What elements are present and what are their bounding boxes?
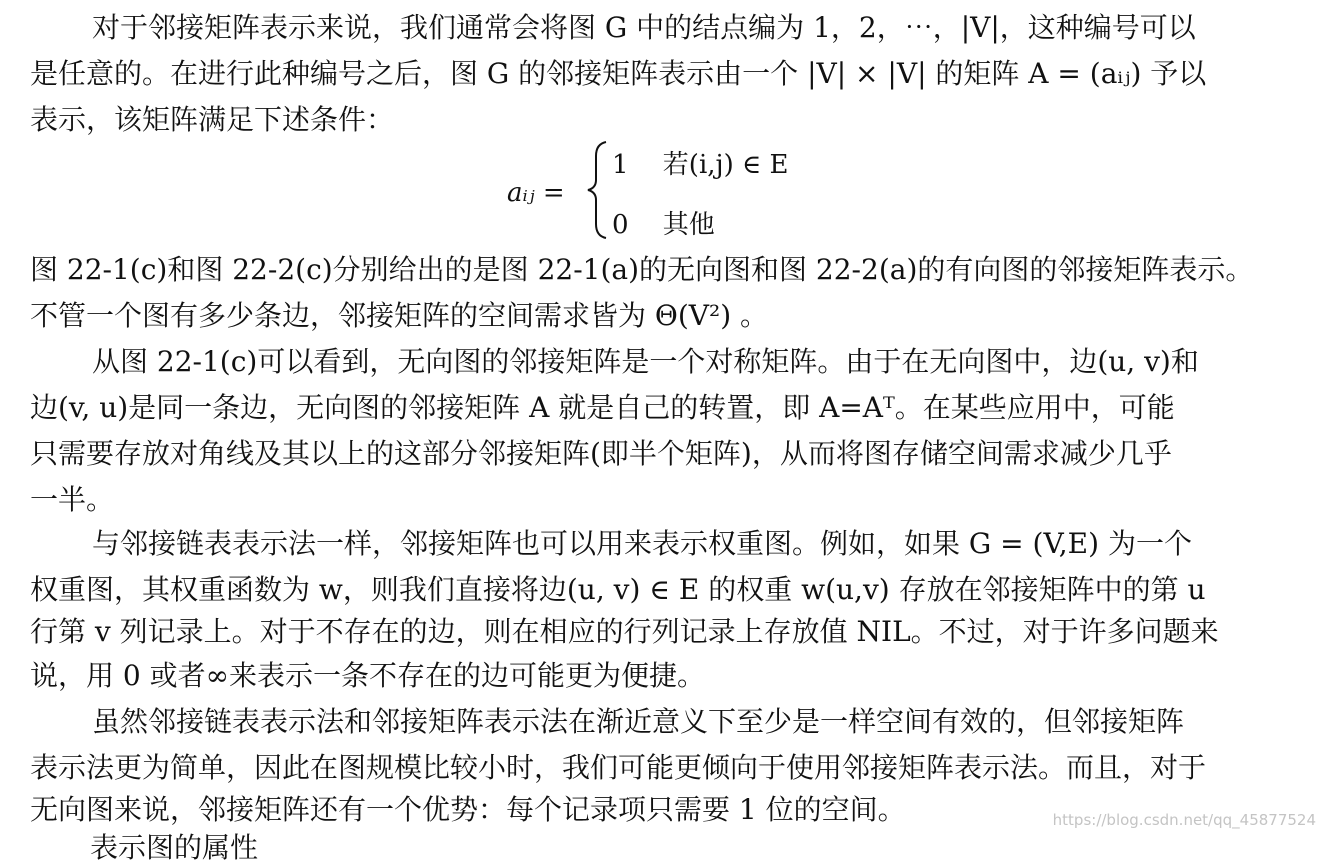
p3-line-1: 从图 22-1(c)可以看到，无向图的邻接矩阵是一个对称矩阵。由于在无向图中，边(u, v)和 xyxy=(92,345,1199,378)
p4-line-2: 权重图，其权重函数为 w，则我们直接将边(u, v) ∈ E 的权重 w(u,v) 存放在邻接矩阵中的第 u xyxy=(30,573,1206,606)
next-section-heading: 表示图的属性 xyxy=(90,831,259,864)
p5-line-2: 表示法更为简单，因此在图规模比较小时，我们可能更倾向于使用邻接矩阵表示法。而且，对于 xyxy=(30,751,1207,784)
adjacency-formula xyxy=(0,140,1326,240)
watermark: https://blog.csdn.net/qq_45877524 xyxy=(1052,811,1316,829)
p3-line-4: 一半。 xyxy=(30,483,115,516)
formula-lhs: aᵢⱼ = xyxy=(507,178,565,208)
p2-line-2: 不管一个图有多少条边，邻接矩阵的空间需求皆为 Θ(V²) 。 xyxy=(30,299,769,332)
left-brace xyxy=(586,140,608,240)
formula-case-2: 0 其他 xyxy=(612,210,715,240)
p1-line-3: 表示，该矩阵满足下述条件： xyxy=(30,103,395,136)
p5-line-1: 虽然邻接链表表示法和邻接矩阵表示法在渐近意义下至少是一样空间有效的，但邻接矩阵 xyxy=(92,705,1185,738)
formula-case-1: 1 若(i,j) ∈ E xyxy=(612,150,789,180)
p2-line-1: 图 22-1(c)和图 22-2(c)分别给出的是图 22-1(a)的无向图和图 22-2(a)的有向图的邻接矩阵表示。 xyxy=(30,253,1254,286)
p5-line-3: 无向图来说，邻接矩阵还有一个优势：每个记录项只需要 1 位的空间。 xyxy=(30,793,906,826)
p3-line-2: 边(v, u)是同一条边，无向图的邻接矩阵 A 就是自己的转置，即 A=Aᵀ。在某些应用中，可能 xyxy=(30,391,1175,424)
p1-line-1: 对于邻接矩阵表示来说，我们通常会将图 G 中的结点编为 1，2，⋯，|V|，这种编号可以 xyxy=(92,11,1196,44)
p4-line-1: 与邻接链表表示法一样，邻接矩阵也可以用来表示权重图。例如，如果 G = (V,E) 为一个 xyxy=(92,527,1192,560)
p1-line-2: 是任意的。在进行此种编号之后，图 G 的邻接矩阵表示由一个 |V| × |V| 的矩阵 A = (aᵢⱼ) 予以 xyxy=(30,57,1207,90)
p4-line-3: 行第 v 列记录上。对于不存在的边，则在相应的行列记录上存放值 NIL。不过，对于许多问题来 xyxy=(30,615,1219,648)
p3-line-3: 只需要存放对角线及其以上的这部分邻接矩阵(即半个矩阵)，从而将图存储空间需求减少几乎 xyxy=(30,437,1172,470)
p4-line-4: 说，用 0 或者∞来表示一条不存在的边可能更为便捷。 xyxy=(30,659,705,692)
